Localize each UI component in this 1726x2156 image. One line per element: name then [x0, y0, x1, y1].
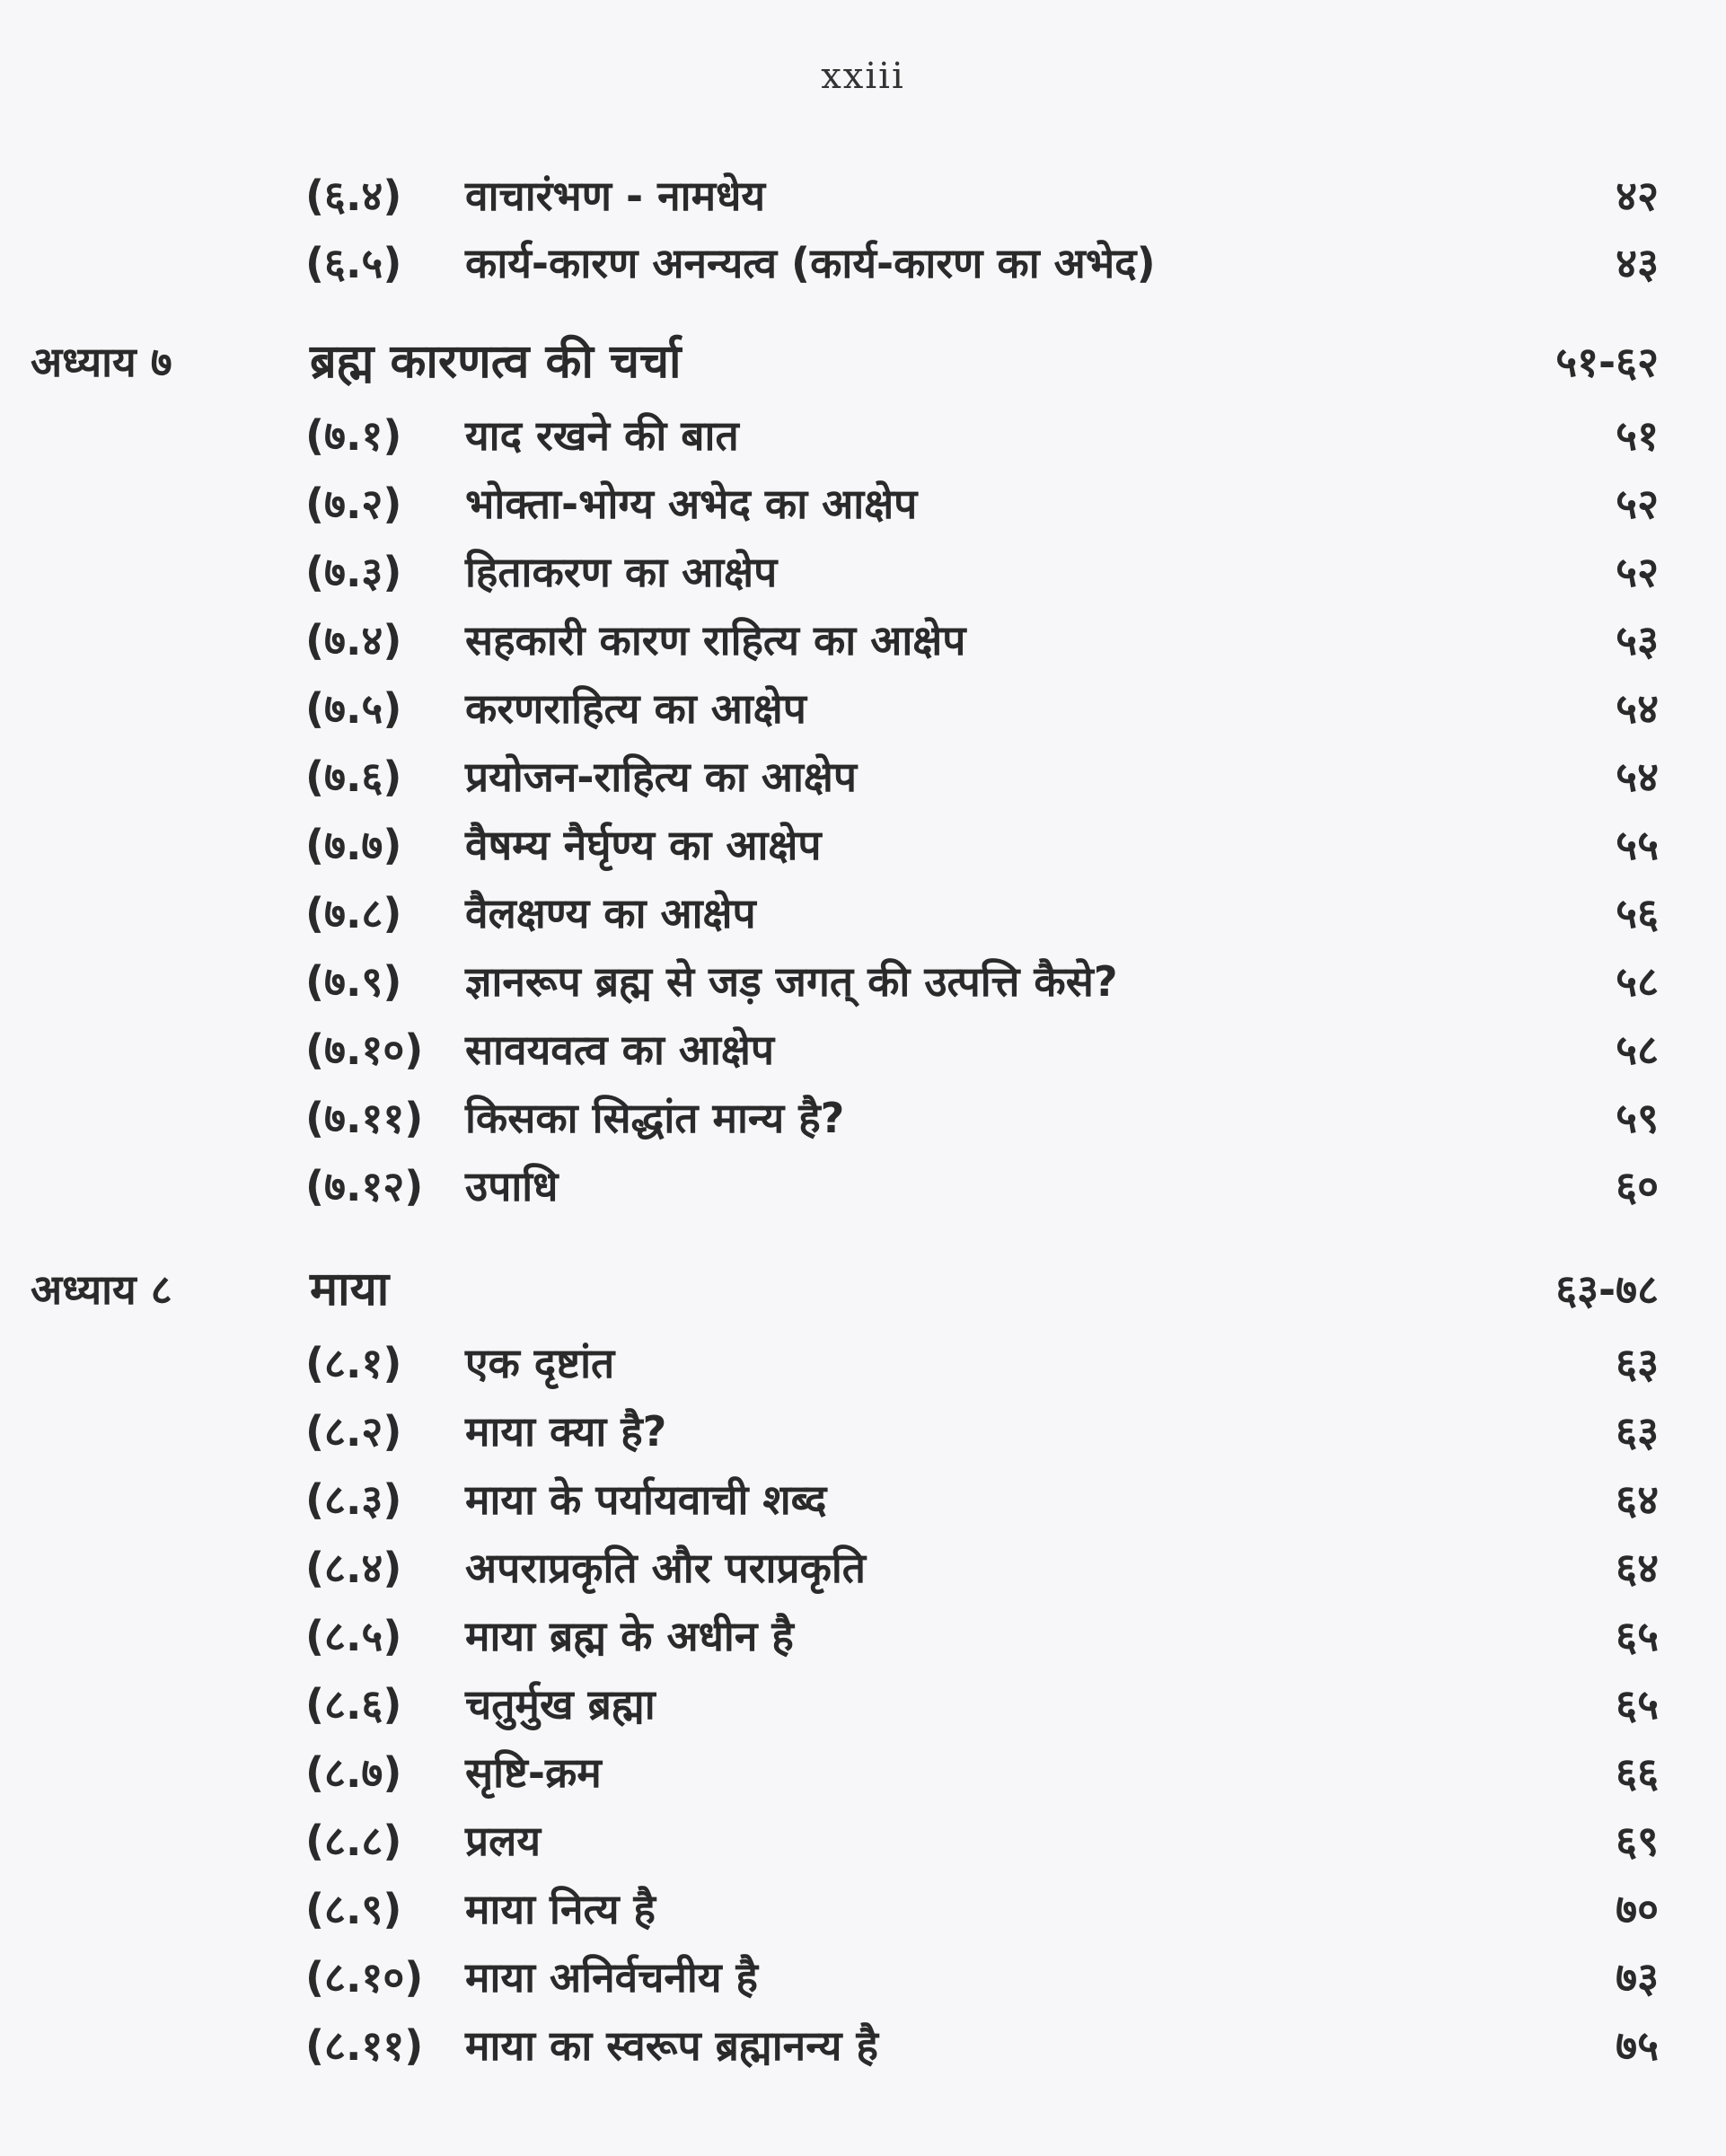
toc-chapter-row: [0, 328, 1726, 396]
toc-section-row: [0, 1465, 1726, 1534]
page-reference: ५८: [1616, 1025, 1659, 1074]
section-number: (८.१०): [305, 1953, 424, 2002]
page-reference: ४२: [1616, 172, 1659, 220]
section-number: (७.२): [305, 480, 402, 528]
toc-section-row: [0, 162, 1726, 230]
section-title: प्रलय: [465, 1817, 542, 1865]
chapter-label: अध्याय ८: [31, 1265, 172, 1314]
section-title: कार्य-कारण अनन्यत्व (कार्य-कारण का अभेद): [465, 239, 1156, 287]
section-title: माया के पर्यायवाची शब्द: [465, 1475, 827, 1524]
section-title: सहकारी कारण राहित्य का आक्षेप: [465, 616, 966, 664]
section-number: (८.४): [305, 1544, 402, 1592]
section-number: (७.३): [305, 548, 402, 596]
page-reference: ५५: [1616, 821, 1659, 869]
page-reference: ७०: [1616, 1885, 1659, 1933]
section-number: (७.१०): [305, 1025, 424, 1074]
page-reference: ७५: [1616, 2021, 1659, 2070]
section-title: माया क्या है?: [465, 1407, 667, 1456]
section-title: हिताकरण का आक्षेप: [465, 548, 778, 596]
page-number: xxiii: [821, 56, 905, 97]
section-number: (७.७): [305, 821, 402, 869]
page-reference: ५२: [1616, 548, 1659, 596]
toc-section-row: [0, 1943, 1726, 2011]
toc-section-row: [0, 1397, 1726, 1465]
page-reference: ५६: [1616, 889, 1659, 937]
section-number: (८.७): [305, 1748, 402, 1797]
section-number: (७.८): [305, 889, 402, 937]
section-title: चतुर्मुख ब्रह्मा: [465, 1680, 656, 1729]
chapter-title: माया: [310, 1263, 390, 1316]
section-title: माया ब्रह्म के अधीन है: [465, 1612, 794, 1660]
section-title: एक दृष्टांत: [465, 1339, 615, 1387]
section-title: ज्ञानरूप ब्रह्म से जड़ जगत् की उत्पत्ति कैसे?: [465, 957, 1118, 1006]
section-title: उपाधि: [465, 1162, 559, 1210]
toc-section-row: [0, 879, 1726, 947]
section-number: (७.६): [305, 752, 402, 801]
page-reference: ६३: [1616, 1407, 1659, 1456]
section-number: (८.९): [305, 1885, 402, 1933]
page-reference: ५४: [1616, 752, 1659, 801]
page-reference: ६९: [1616, 1817, 1659, 1865]
section-number: (८.१): [305, 1339, 402, 1387]
section-number: (७.९): [305, 957, 402, 1006]
page-reference: ६५: [1616, 1612, 1659, 1660]
toc-section-row: [0, 743, 1726, 811]
section-title: माया नित्य है: [465, 1885, 656, 1933]
toc-section-row: [0, 1016, 1726, 1084]
section-number: (६.५): [305, 239, 402, 287]
section-title: माया अनिर्वचनीय है: [465, 1953, 758, 2002]
section-number: (७.१२): [305, 1162, 424, 1210]
section-title: सावयवत्व का आक्षेप: [465, 1025, 775, 1074]
toc-section-row: [0, 229, 1726, 297]
toc-section-row: [0, 1152, 1726, 1220]
toc-section-row: [0, 401, 1726, 470]
page-reference: ५४: [1616, 684, 1659, 733]
toc-section-row: [0, 470, 1726, 538]
section-number: (८.११): [305, 2021, 424, 2070]
section-title: प्रयोजन-राहित्य का आक्षेप: [465, 752, 858, 801]
page-reference: ५३: [1616, 616, 1659, 664]
page-reference: ७३: [1616, 1953, 1659, 2002]
toc-section-row: [0, 2011, 1726, 2080]
section-number: (६.४): [305, 172, 402, 220]
page-reference: ५१-६२: [1555, 338, 1659, 386]
page-reference: ६०: [1616, 1162, 1659, 1210]
toc-section-row: [0, 1602, 1726, 1670]
section-title: अपराप्रकृति और पराप्रकृति: [465, 1544, 867, 1592]
page-reference: ६४: [1616, 1544, 1659, 1592]
page-reference: ५८: [1616, 957, 1659, 1006]
section-number: (८.२): [305, 1407, 402, 1456]
toc-section-row: [0, 947, 1726, 1016]
page-reference: ५२: [1616, 480, 1659, 528]
section-title: भोक्ता-भोग्य अभेद का आक्षेप: [465, 480, 918, 528]
section-number: (७.४): [305, 616, 402, 664]
toc-section-row: [0, 1534, 1726, 1602]
toc-section-row: [0, 674, 1726, 743]
toc-section-row: [0, 1670, 1726, 1738]
toc-section-row: [0, 811, 1726, 879]
page-reference: ६५: [1616, 1680, 1659, 1729]
toc-section-row: [0, 1807, 1726, 1875]
section-title: याद रखने की बात: [465, 411, 739, 460]
toc-section-row: [0, 606, 1726, 674]
section-title: वैलक्षण्य का आक्षेप: [465, 889, 756, 937]
section-title: करणराहित्य का आक्षेप: [465, 684, 806, 733]
page-reference: ५९: [1616, 1094, 1659, 1142]
toc-section-row: [0, 1084, 1726, 1152]
section-title: सृष्टि-क्रम: [465, 1748, 602, 1797]
section-number: (८.३): [305, 1475, 402, 1524]
section-title: किसका सिद्धांत मान्य है?: [465, 1094, 845, 1142]
toc-section-row: [0, 1875, 1726, 1943]
section-number: (७.११): [305, 1094, 424, 1142]
chapter-label: अध्याय ७: [31, 338, 172, 386]
page-reference: ४३: [1616, 239, 1659, 287]
toc-section-row: [0, 538, 1726, 606]
page-reference: ६६: [1616, 1748, 1659, 1797]
page-reference: ६४: [1616, 1475, 1659, 1524]
toc-chapter-row: [0, 1255, 1726, 1324]
page-reference: ६३-७८: [1555, 1265, 1659, 1314]
section-number: (७.५): [305, 684, 402, 733]
section-title: वैषम्य नैर्घृण्य का आक्षेप: [465, 821, 822, 869]
section-number: (८.८): [305, 1817, 402, 1865]
page-reference: ६३: [1616, 1339, 1659, 1387]
section-number: (८.६): [305, 1680, 402, 1729]
section-title: माया का स्वरूप ब्रह्मानन्य है: [465, 2021, 878, 2070]
section-number: (८.५): [305, 1612, 402, 1660]
section-title: वाचारंभण - नामधेय: [465, 172, 766, 220]
page-reference: ५१: [1616, 411, 1659, 460]
section-number: (७.१): [305, 411, 402, 460]
toc-section-row: [0, 1738, 1726, 1807]
chapter-title: ब्रह्म कारणत्व की चर्चा: [310, 335, 682, 389]
toc-section-row: [0, 1329, 1726, 1397]
